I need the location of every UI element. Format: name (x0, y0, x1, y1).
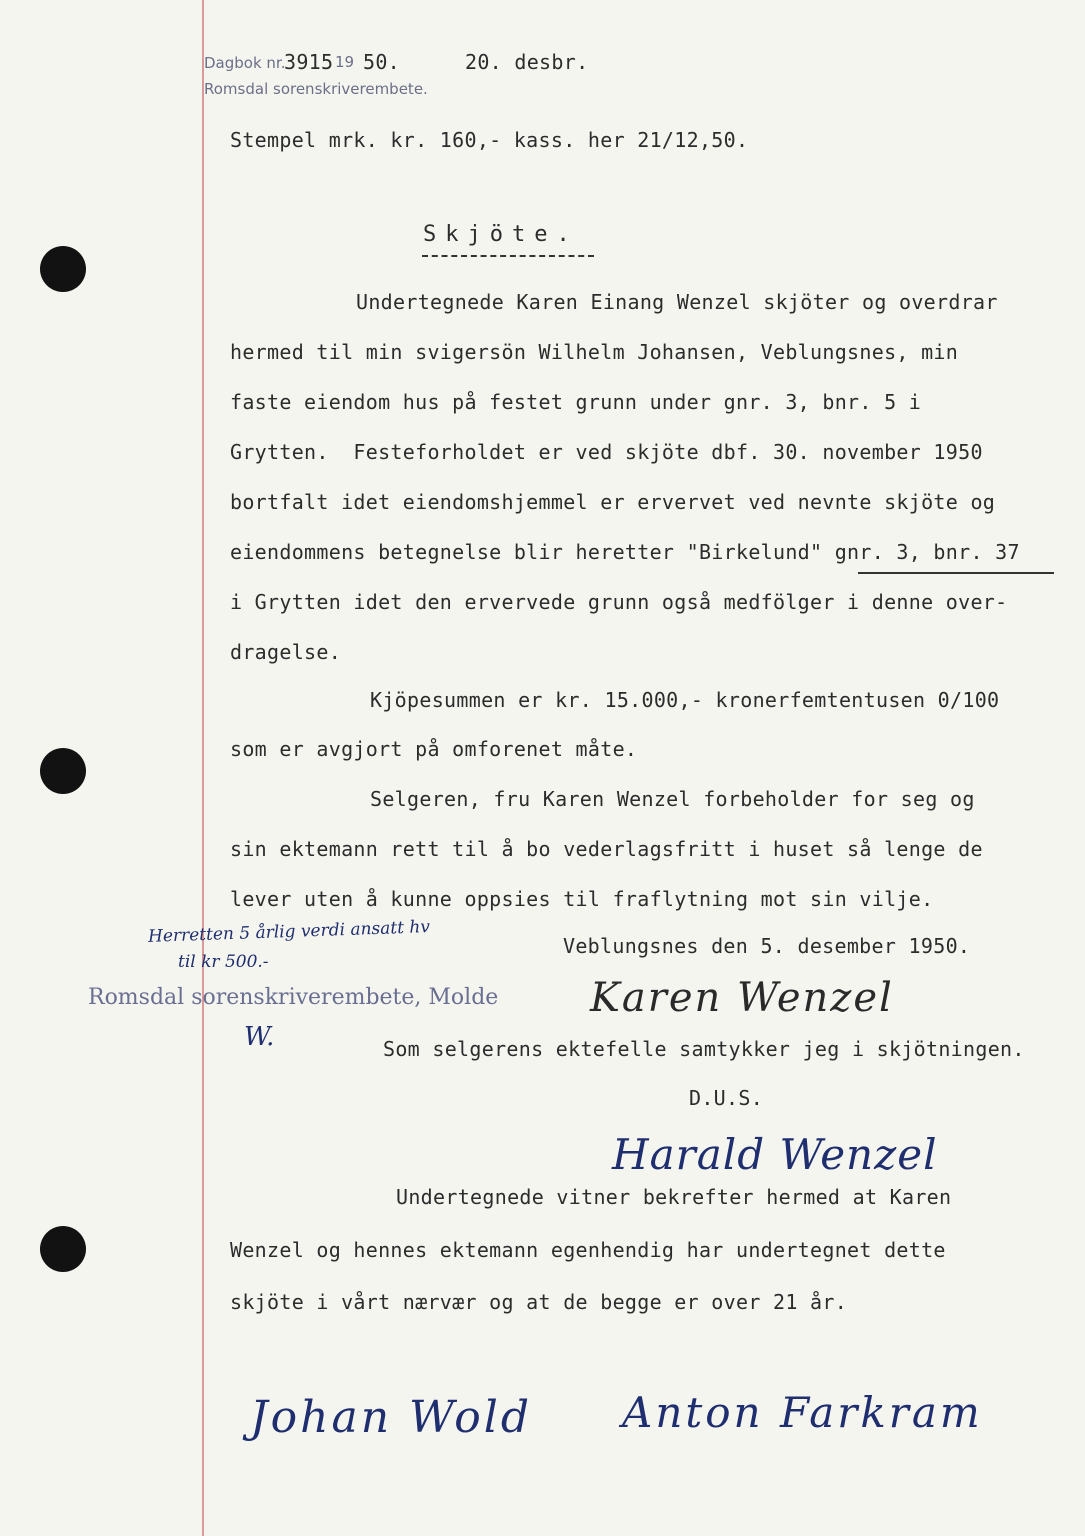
gnr-bnr-underline (858, 572, 1054, 574)
dus-mark: D.U.S. (689, 1086, 764, 1110)
body-line-9: Kjöpesummen er kr. 15.000,- kronerfemtentusen 0/100 (370, 688, 1000, 712)
body-line-4: Grytten. Festeforholdet er ved skjöte dbf. 30. november 1950 (230, 440, 983, 464)
header-office: Romsdal sorenskriverembete. (204, 80, 428, 98)
dagbok-number: 3915 (284, 50, 334, 74)
body-line-13: lever uten å kunne oppsies til fraflytning mot sin vilje. (230, 887, 934, 911)
witness-line-1: Undertegnede vitner bekrefter hermed at Karen (396, 1185, 952, 1209)
witness-signature-2: Anton Farkram (622, 1388, 983, 1437)
seller-signature: Karen Wenzel (590, 975, 894, 1021)
body-line-7: i Grytten idet den ervervede grunn også medfölger i denne over- (230, 590, 1008, 614)
consent-line: Som selgerens ektefelle samtykker jeg i skjötningen. (383, 1037, 1025, 1061)
witness-signature-1: Johan Wold (250, 1392, 532, 1443)
spouse-signature: Harald Wenzel (612, 1130, 938, 1179)
stamp-duty-line: Stempel mrk. kr. 160,- kass. her 21/12,50. (230, 128, 749, 152)
body-line-11: Selgeren, fru Karen Wenzel forbeholder for seg og (370, 787, 975, 811)
body-line-2: hermed til min svigersön Wilhelm Johansen, Veblungsnes, min (230, 340, 959, 364)
body-line-8: dragelse. (230, 640, 342, 664)
body-line-1: Undertegnede Karen Einang Wenzel skjöter og overdrar (356, 290, 998, 314)
punch-hole-middle (40, 748, 86, 794)
office-stamp: Romsdal sorenskriverembete, Molde (88, 985, 499, 1010)
place-and-date: Veblungsnes den 5. desember 1950. (563, 934, 971, 958)
stamp-initial: W. (244, 1022, 275, 1052)
punch-hole-top (40, 246, 86, 292)
body-line-5: bortfalt idet eiendomshjemmel er ervervet ved nevnte skjöte og (230, 490, 996, 514)
margin-note-line-1: Herretten 5 årlig verdi ansatt hv (147, 917, 431, 947)
title-underline (422, 255, 594, 257)
dagbok-year-prefix: 19 (335, 53, 355, 71)
punch-hole-bottom (40, 1226, 86, 1272)
witness-line-3: skjöte i vårt nærvær og at de begge er over 21 år. (230, 1290, 848, 1314)
body-line-10: som er avgjort på omforenet måte. (230, 737, 638, 761)
document-title: Skjöte. (423, 222, 579, 247)
registration-date: 20. desbr. (465, 50, 589, 74)
dagbok-label: Dagbok nr. (204, 54, 286, 72)
margin-note-line-2: til kr 500.- (178, 952, 269, 972)
witness-line-2: Wenzel og hennes ektemann egenhendig har undertegnet dette (230, 1238, 946, 1262)
body-line-3: faste eiendom hus på festet grunn under gnr. 3, bnr. 5 i (230, 390, 922, 414)
body-line-6: eiendommens betegnelse blir heretter "Birkelund" gnr. 3, bnr. 37 (230, 540, 1020, 564)
dagbok-year: 50. (363, 50, 401, 74)
body-line-12: sin ektemann rett til å bo vederlagsfritt i huset så lenge de (230, 837, 983, 861)
margin-rule (202, 0, 204, 1536)
